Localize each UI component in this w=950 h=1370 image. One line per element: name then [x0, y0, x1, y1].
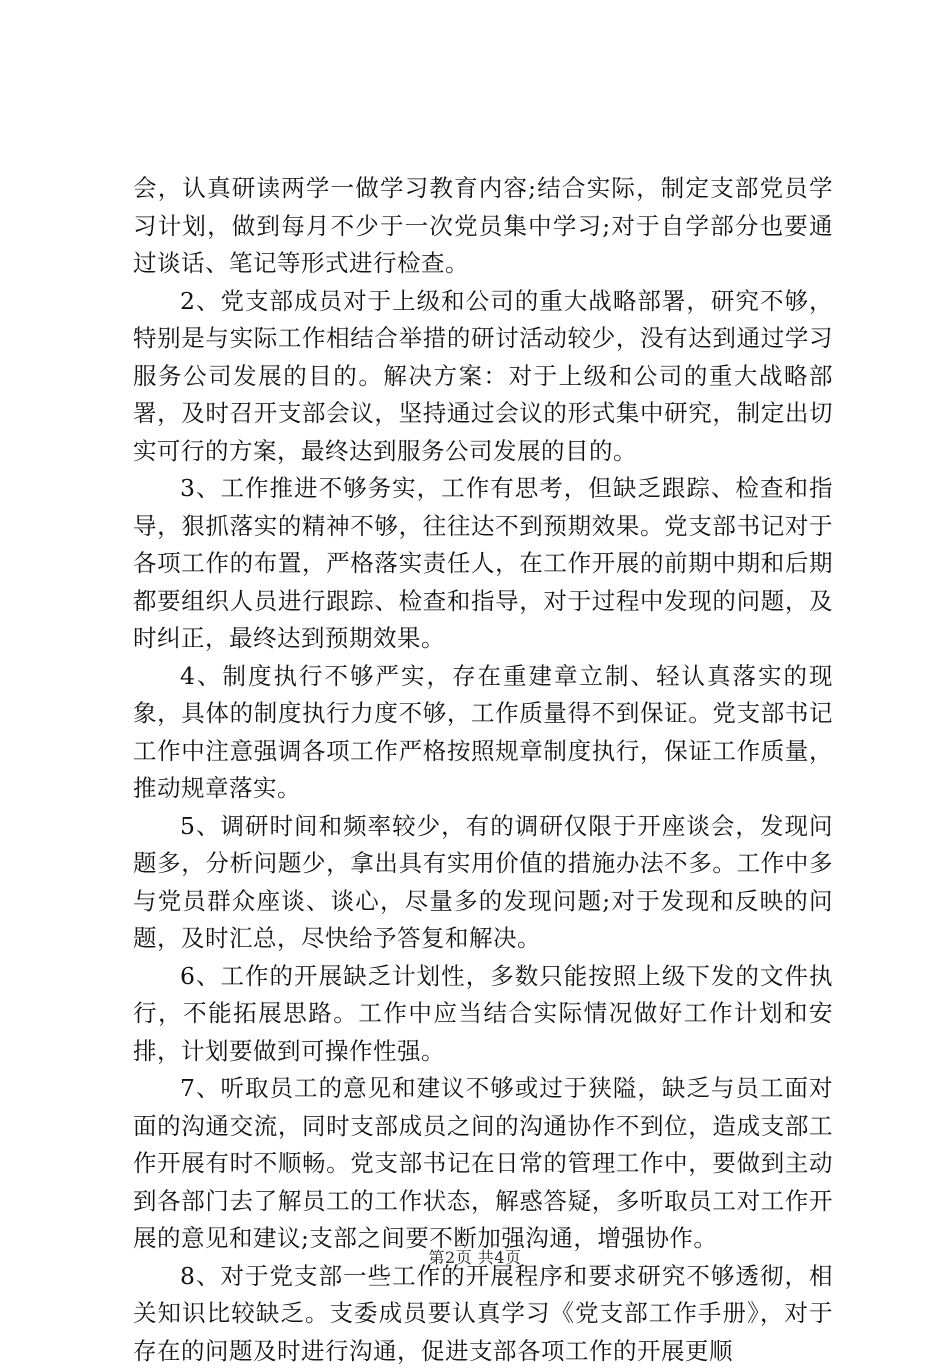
paragraph-1: 会，认真研读两学一做学习教育内容;结合实际，制定支部党员学习计划，做到每月不少于一次党员集中学习;对于自学部分也要通过谈话、笔记等形式进行检查。: [133, 170, 833, 283]
paragraph-3: 3、工作推进不够务实，工作有思考，但缺乏跟踪、检查和指导，狠抓落实的精神不够，往往达不到预期效果。党支部书记对于各项工作的布置，严格落实责任人，在工作开展的前期中期和后期都要组织人员进行跟踪、检查和指导，对于过程中发现的问题，及时纠正，最终达到预期效果。: [133, 470, 833, 658]
paragraph-7: 7、听取员工的意见和建议不够或过于狭隘，缺乏与员工面对面的沟通交流，同时支部成员之间的沟通协作不到位，造成支部工作开展有时不顺畅。党支部书记在日常的管理工作中，要做到主动到各部门去了解员工的工作状态，解惑答疑，多听取员工对工作开展的意见和建议;支部之间要不断加强沟通，增强协作。: [133, 1070, 833, 1258]
paragraph-5: 5、调研时间和频率较少，有的调研仅限于开座谈会，发现问题多，分析问题少，拿出具有实用价值的措施办法不多。工作中多与党员群众座谈、谈心，尽量多的发现问题;对于发现和反映的问题，及时汇总，尽快给予答复和解决。: [133, 808, 833, 958]
paragraph-4: 4、制度执行不够严实，存在重建章立制、轻认真落实的现象，具体的制度执行力度不够，工作质量得不到保证。党支部书记工作中注意强调各项工作严格按照规章制度执行，保证工作质量，推动规章落实。: [133, 658, 833, 808]
document-body: [133, 170, 833, 1370]
page-footer: 第2页 共4页: [0, 1245, 950, 1268]
paragraph-2: 2、党支部成员对于上级和公司的重大战略部署，研究不够，特别是与实际工作相结合举措的研讨活动较少，没有达到通过学习服务公司发展的目的。解决方案：对于上级和公司的重大战略部署，及时召开支部会议，坚持通过会议的形式集中研究，制定出切实可行的方案，最终达到服务公司发展的目的。: [133, 283, 833, 471]
paragraph-6: 6、工作的开展缺乏计划性，多数只能按照上级下发的文件执行，不能拓展思路。工作中应当结合实际情况做好工作计划和安排，计划要做到可操作性强。: [133, 958, 833, 1071]
paragraph-8: 8、对于党支部一些工作的开展程序和要求研究不够透彻，相关知识比较缺乏。支委成员要认真学习《党支部工作手册》，对于存在的问题及时进行沟通，促进支部各项工作的开展更顺: [133, 1258, 833, 1370]
